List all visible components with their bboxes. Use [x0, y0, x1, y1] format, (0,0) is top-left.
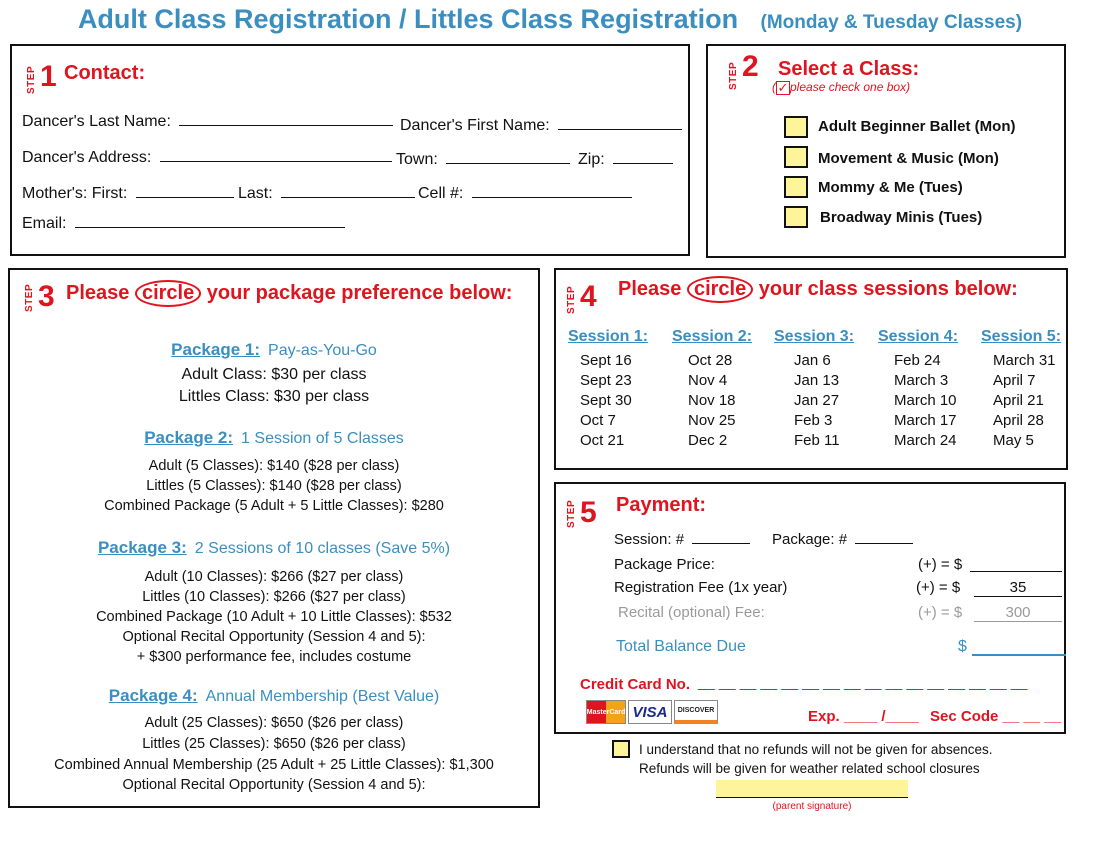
class-label-movement-music: Movement & Music (Mon): [818, 150, 999, 167]
zip-field[interactable]: [613, 150, 673, 164]
title-main: Adult Class Registration / Littles Class Registration: [77, 4, 739, 34]
session-2-date: Nov 4: [688, 372, 728, 389]
class-label-adult-ballet: Adult Beginner Ballet (Mon): [818, 118, 1016, 135]
session-1-date: Oct 21: [580, 432, 625, 449]
step4-heading-circle: circle: [687, 276, 753, 303]
email-field[interactable]: [75, 214, 345, 228]
total-balance-field[interactable]: [972, 654, 1066, 656]
session-3-date: Jan 6: [794, 352, 831, 369]
class-label-broadway-minis: Broadway Minis (Tues): [820, 209, 983, 226]
step3-heading-circle: circle: [135, 280, 201, 307]
step5-heading: Payment:: [616, 494, 707, 516]
package-3-desc: 2 Sessions of 10 classes (Save 5%): [194, 540, 451, 557]
last-name-row: [22, 112, 397, 131]
credit-card-field[interactable]: __ __ __ __ __ __ __ __ __ __ __ __ __ __ __ __: [698, 674, 1028, 691]
step3-number: 3: [38, 280, 55, 313]
step2-heading: Select a Class:: [778, 58, 920, 80]
package-2-title[interactable]: [10, 428, 538, 448]
session-1-date: Oct 7: [580, 412, 616, 429]
mother-last-row: [238, 184, 419, 203]
checkbox-movement-music[interactable]: [784, 146, 808, 168]
class-label-mommy-me: Mommy & Me (Tues): [818, 179, 963, 196]
recital-fee-operator: (+) = $: [918, 604, 963, 621]
package-4-title[interactable]: [10, 686, 538, 706]
package-number-field[interactable]: [855, 530, 913, 544]
session-5-date: March 31: [993, 352, 1056, 369]
session-5-date: April 28: [993, 412, 1044, 429]
session-3-header[interactable]: Session 3:: [774, 328, 855, 345]
session-4-date: March 10: [894, 392, 957, 409]
total-balance-label: Total Balance Due: [616, 638, 746, 655]
session-2-date: Dec 2: [688, 432, 728, 449]
package-3-name: Package 3:: [97, 538, 187, 557]
step4-number: 4: [580, 280, 597, 313]
checkbox-broadway-minis[interactable]: [784, 206, 808, 228]
package-2-line: Combined Package (5 Adult + 5 Little Classes): $280: [104, 498, 444, 514]
checkmark-icon: ✓: [777, 79, 789, 95]
package-1-line: Littles Class: $30 per class: [178, 388, 370, 405]
package-4-line: Littles (25 Classes): $650 ($26 per class): [142, 736, 406, 752]
session-2-date: Nov 25: [688, 412, 736, 429]
session-3-date: Jan 13: [794, 372, 840, 389]
package-4-line: Adult (25 Classes): $650 ($26 per class): [144, 715, 404, 731]
step4-sessions-box: [554, 268, 1068, 470]
package-3-line: Optional Recital Opportunity (Session 4 and 5):: [122, 629, 426, 645]
step3-heading-pre: Please: [66, 282, 130, 304]
step1-step-label: STEP: [26, 65, 37, 94]
discover-icon: DISCOVER: [674, 700, 718, 724]
package-2-name: Package 2:: [144, 428, 234, 447]
session-4-header[interactable]: Session 4:: [878, 328, 959, 345]
package-2-line: Adult (5 Classes): $140 ($28 per class): [148, 458, 400, 474]
step2-number: 2: [742, 50, 759, 83]
step4-step-label: STEP: [566, 285, 577, 314]
step2-note-open: (: [772, 80, 776, 94]
package-1-name: Package 1:: [171, 340, 261, 359]
registration-fee-operator: (+) = $: [916, 579, 961, 596]
step2-step-label: STEP: [728, 61, 739, 90]
package-1-line: Adult Class: $30 per class: [181, 366, 367, 383]
package-2-desc: 1 Session of 5 Classes: [241, 430, 404, 447]
session-5-header[interactable]: Session 5:: [981, 328, 1062, 345]
package-number-label: Package: #: [772, 531, 848, 548]
package-3-title[interactable]: [10, 538, 538, 558]
package-4-desc: Annual Membership (Best Value): [205, 688, 440, 705]
credit-card-label: Credit Card No.: [580, 676, 691, 693]
session-4-date: March 3: [894, 372, 949, 389]
mother-last-label: Last:: [238, 185, 273, 202]
step2-class-box: [706, 44, 1066, 258]
address-row: [22, 148, 396, 167]
step4-heading-post: your class sessions below:: [758, 278, 1018, 300]
session-number-field[interactable]: [692, 530, 750, 544]
step1-contact-box: [10, 44, 690, 256]
package-4-name: Package 4:: [108, 686, 198, 705]
step3-step-label: STEP: [24, 283, 35, 312]
step3-package-box: [8, 268, 540, 808]
parent-signature-field[interactable]: [716, 780, 908, 798]
package-2-line: Littles (5 Classes): $140 ($28 per class): [146, 478, 402, 494]
town-label: Town:: [396, 151, 438, 168]
step1-number: 1: [40, 60, 57, 93]
session-3-date: Feb 11: [794, 432, 840, 449]
package-price-operator: (+) = $: [918, 556, 963, 573]
step2-note-text: please check one box): [790, 80, 911, 94]
package-3-line: Littles (10 Classes): $266 ($27 per class): [142, 589, 406, 605]
step2-note: [772, 80, 910, 95]
session-4-date: Feb 24: [894, 352, 941, 369]
email-row: [22, 214, 349, 233]
session-5-date: April 21: [993, 392, 1044, 409]
recital-fee-label: Recital (optional) Fee:: [618, 604, 765, 621]
town-field[interactable]: [446, 150, 570, 164]
cell-label: Cell #:: [418, 185, 464, 202]
security-code-field[interactable]: Sec Code __ __ __: [930, 708, 1061, 725]
package-4-line: Combined Annual Membership (25 Adult + 25 Little Classes): $1,300: [54, 757, 494, 773]
session-4-date: March 17: [894, 412, 957, 429]
checkbox-adult-ballet[interactable]: [784, 116, 808, 138]
agreement-line-2: Refunds will be given for weather related school closures: [639, 761, 980, 776]
step5-number: 5: [580, 496, 597, 529]
step4-heading-pre: Please: [618, 278, 682, 300]
address-field[interactable]: [160, 148, 392, 162]
package-3-line: Combined Package (10 Adult + 10 Little Classes): $532: [96, 609, 452, 625]
package-1-desc: Pay-as-You-Go: [268, 342, 377, 359]
signature-caption: (parent signature): [772, 801, 852, 812]
first-name-row: [400, 116, 686, 135]
visa-icon: VISA: [628, 700, 672, 724]
zip-label: Zip:: [578, 151, 605, 168]
session-4-date: March 24: [894, 432, 957, 449]
checkbox-mommy-me[interactable]: [784, 176, 808, 198]
session-number-row: [614, 530, 754, 548]
mastercard-icon: MasterCard: [586, 700, 626, 724]
total-balance-operator: $: [958, 638, 967, 655]
package-3-line: + $300 performance fee, includes costume: [136, 649, 412, 665]
expiration-field[interactable]: Exp. ____ /____: [808, 708, 919, 725]
session-5-date: May 5: [993, 432, 1034, 449]
package-number-row: [772, 530, 917, 548]
recital-fee-value[interactable]: 300: [974, 604, 1062, 622]
session-1-date: Sept 16: [580, 352, 632, 369]
session-1-header[interactable]: Session 1:: [568, 328, 649, 345]
first-name-field[interactable]: [558, 116, 682, 130]
session-3-date: Jan 27: [794, 392, 840, 409]
first-name-label: Dancer's First Name:: [400, 117, 550, 134]
mother-last-field[interactable]: [281, 184, 415, 198]
cell-field[interactable]: [472, 184, 632, 198]
step3-heading-post: your package preference below:: [206, 282, 513, 304]
town-row: [396, 150, 574, 169]
package-4-line: Optional Recital Opportunity (Session 4 and 5):: [122, 777, 426, 793]
zip-row: [578, 150, 677, 169]
session-2-header[interactable]: Session 2:: [672, 328, 753, 345]
registration-fee-value[interactable]: 35: [974, 579, 1062, 597]
step1-heading: Contact:: [64, 62, 146, 84]
package-price-label: Package Price:: [614, 556, 715, 573]
agreement-checkbox[interactable]: [612, 740, 630, 758]
step5-step-label: STEP: [566, 499, 577, 528]
registration-fee-label: Registration Fee (1x year): [614, 579, 788, 596]
title-subtitle: (Monday & Tuesday Classes): [760, 12, 1023, 33]
last-name-field[interactable]: [179, 112, 393, 126]
package-3-line: Adult (10 Classes): $266 ($27 per class): [144, 569, 404, 585]
package-1-title[interactable]: [10, 340, 538, 360]
session-2-date: Nov 18: [688, 392, 736, 409]
last-name-label: Dancer's Last Name:: [22, 113, 171, 130]
session-5-date: April 7: [993, 372, 1036, 389]
session-2-date: Oct 28: [688, 352, 733, 369]
session-1-date: Sept 30: [580, 392, 632, 409]
address-label: Dancer's Address:: [22, 149, 152, 166]
mother-first-row: [22, 184, 238, 203]
step3-heading: [66, 280, 512, 307]
mother-first-field[interactable]: [136, 184, 234, 198]
agreement-line-1: I understand that no refunds will not be given for absences.: [639, 742, 993, 757]
step5-payment-box: [554, 482, 1066, 734]
session-3-date: Feb 3: [794, 412, 833, 429]
session-number-label: Session: #: [614, 531, 685, 548]
form-title: [0, 4, 1100, 35]
cell-row: [418, 184, 636, 203]
mother-first-label: Mother's: First:: [22, 185, 128, 202]
session-1-date: Sept 23: [580, 372, 632, 389]
package-price-field[interactable]: [970, 558, 1062, 572]
email-label: Email:: [22, 215, 67, 232]
step4-heading: [618, 276, 1018, 303]
